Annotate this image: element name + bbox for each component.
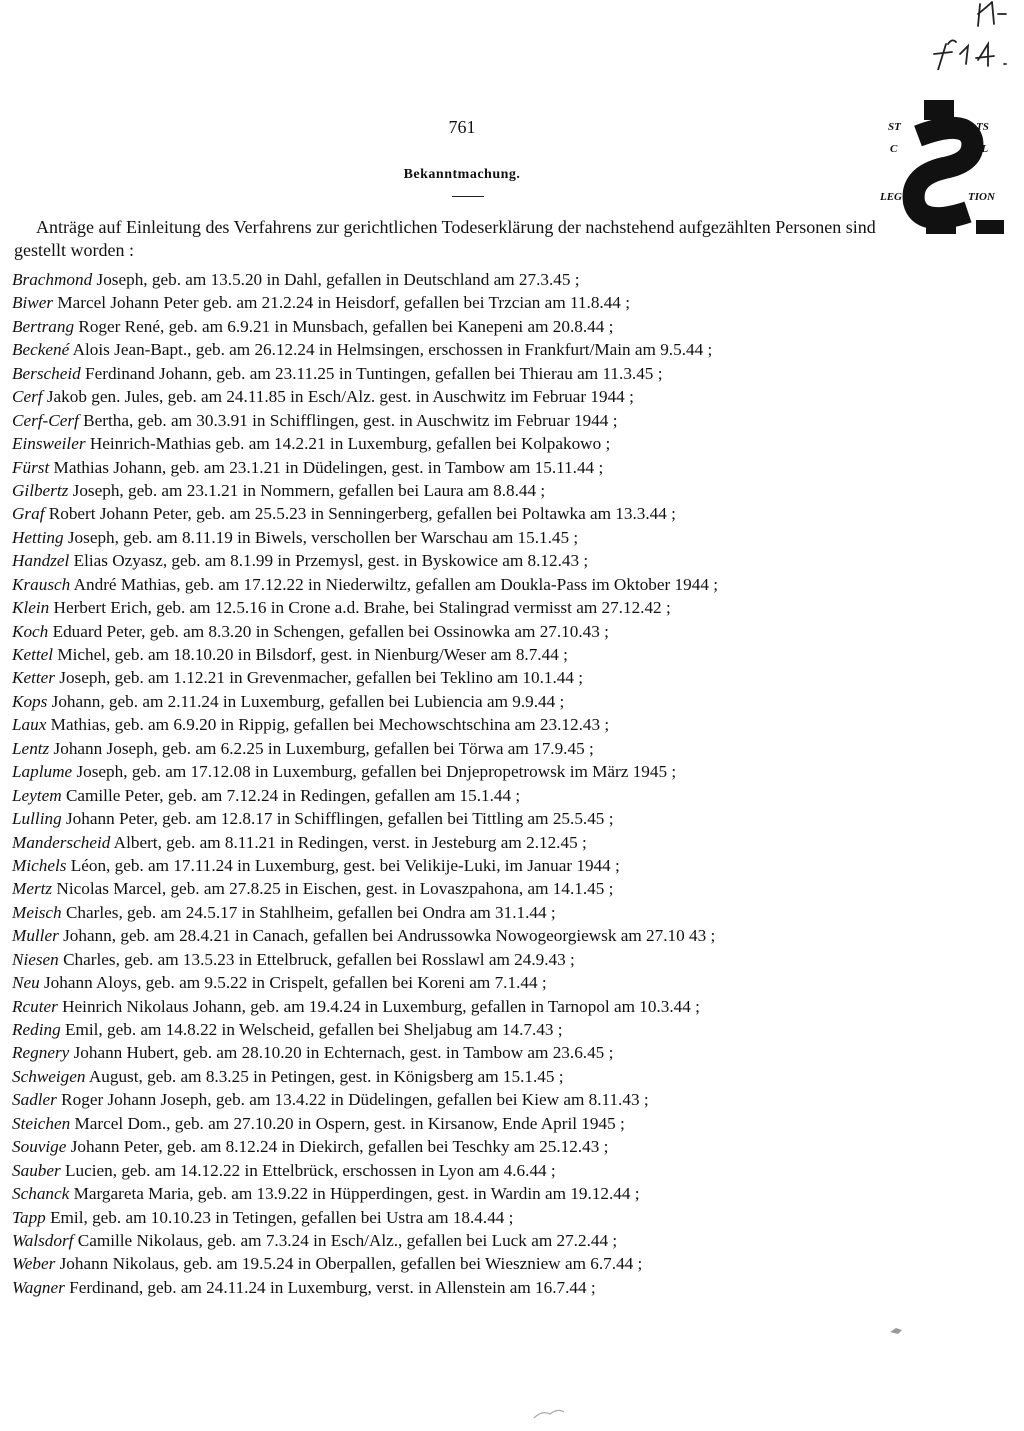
person-list [12, 268, 1012, 1299]
entry-surname: Lentz [12, 738, 50, 758]
entry-surname: Leytem [12, 785, 62, 805]
list-item [12, 971, 1012, 994]
entry-surname: Klein [12, 598, 50, 618]
entry-surname: Biwer [12, 293, 54, 313]
entry-details: André Mathias, geb. am 17.12.22 in Niederwiltz, gefallen am Doukla-Pass im Oktober 1944 ; [70, 574, 719, 594]
list-item [12, 1229, 1012, 1252]
svg-text:TS: TS [976, 121, 989, 133]
list-item [12, 807, 1012, 830]
entry-details: Lucien, geb. am 14.12.22 in Ettelbrück, erschossen in Lyon am 4.6.44 ; [60, 1160, 556, 1180]
entry-surname: Berscheid [12, 363, 81, 383]
title-divider [452, 196, 484, 197]
entry-surname: Gilbertz [12, 480, 69, 500]
entry-details: Ferdinand, geb. am 24.11.24 in Luxemburg, verst. in Allenstein am 16.7.44 ; [64, 1277, 596, 1297]
list-item [12, 620, 1012, 643]
entry-details: Emil, geb. am 14.8.22 in Welscheid, gefallen bei Sheljabug am 14.7.43 ; [60, 1020, 563, 1039]
list-item [12, 549, 1012, 572]
entry-surname: Niesen [12, 949, 59, 969]
entry-details: Heinrich Nikolaus Johann, geb. am 19.4.24 in Luxemburg, gefallen in Tarnopol am 10.3.44 ; [57, 996, 700, 1016]
entry-details: Ferdinand Johann, geb. am 23.11.25 in Tuntingen, gefallen bei Thierau am 11.3.45 ; [80, 363, 663, 383]
entry-details: Johann Hubert, geb. am 28.10.20 in Echternach, gest. in Tambow am 23.6.45 ; [69, 1043, 614, 1063]
list-item [12, 948, 1012, 971]
entry-details: Marcel Johann Peter geb. am 21.2.24 in Heisdorf, gefallen bei Trzcian am 11.8.44 ; [53, 293, 630, 313]
entry-details: Charles, geb. am 13.5.23 in Ettelbruck, gefallen bei Rosslawl am 24.9.43 ; [58, 949, 575, 969]
entry-details: Joseph, geb. am 17.12.08 in Luxemburg, gefallen bei Dnjepropetrowsk im März 1945 ; [72, 762, 677, 782]
entry-details: Camille Peter, geb. am 7.12.24 in Redingen, gefallen am 15.1.44 ; [61, 785, 521, 805]
list-item [12, 1206, 1012, 1229]
scan-speck [888, 1324, 906, 1336]
entry-details: August, geb. am 8.3.25 in Petingen, gest. in Königsberg am 15.1.45 ; [85, 1066, 564, 1086]
entry-details: Joseph, geb. am 13.5.20 in Dahl, gefallen in Deutschland am 27.3.45 ; [92, 270, 580, 289]
list-item [12, 291, 1012, 314]
entry-surname: Meisch [12, 902, 62, 922]
list-item [12, 760, 1012, 783]
list-item [12, 268, 1012, 291]
entry-details: Johann Aloys, geb. am 9.5.22 in Crispelt, gefallen bei Koreni am 7.1.44 ; [39, 973, 547, 993]
entry-surname: Regnery [12, 1043, 70, 1063]
list-item [12, 502, 1012, 525]
svg-text:TION: TION [968, 191, 995, 203]
entry-surname: Kettel [12, 645, 54, 664]
list-item [12, 1041, 1012, 1064]
entry-surname: Bertrang [12, 316, 75, 336]
list-item [12, 737, 1012, 760]
entry-surname: Laplume [12, 762, 73, 782]
entry-surname: Ketter [12, 668, 55, 688]
entry-surname: Tapp [12, 1207, 46, 1227]
entry-details: Nicolas Marcel, geb. am 27.8.25 in Eischen, gest. in Lovaszpahona, am 14.1.45 ; [52, 879, 614, 899]
list-item [12, 1252, 1012, 1275]
entry-surname: Handzel [12, 551, 70, 571]
entry-surname: Souvige [12, 1137, 67, 1157]
list-item [12, 1276, 1012, 1299]
entry-details: Camille Nikolaus, geb. am 7.3.24 in Esch/Alz., gefallen bei Luck am 27.2.44 ; [73, 1230, 618, 1250]
entry-surname: Mertz [12, 879, 53, 899]
entry-surname: Beckené [12, 340, 70, 360]
scan-smudge [532, 1406, 566, 1422]
entry-details: Herbert Erich, geb. am 12.5.16 in Crone a.d. Brahe, bei Stalingrad vermisst am 27.12.42 ; [49, 598, 671, 618]
entry-details: Marcel Dom., geb. am 27.10.20 in Ospern, gest. in Kirsanow, Ende April 1945 ; [70, 1113, 625, 1133]
entry-surname: Laux [12, 715, 47, 735]
list-item [12, 1159, 1012, 1182]
page-number: 761 [448, 117, 476, 137]
list-item [12, 1088, 1012, 1111]
entry-surname: Manderscheid [12, 832, 111, 852]
entry-surname: Einsweiler [12, 434, 86, 454]
list-item [12, 1182, 1012, 1205]
list-item [12, 596, 1012, 619]
list-item [12, 338, 1012, 361]
entry-details: Heinrich-Mathias geb. am 14.2.21 in Luxemburg, gefallen bei Kolpakowo ; [85, 434, 611, 454]
list-item [12, 995, 1012, 1018]
entry-details: Johann Joseph, geb. am 6.2.25 in Luxemburg, gefallen bei Törwa am 17.9.45 ; [49, 738, 594, 758]
entry-details: Robert Johann Peter, geb. am 25.5.23 in Senningerberg, gefallen bei Poltawka am 13.3.44 ; [44, 504, 676, 524]
entry-details: Joseph, geb. am 8.11.19 in Biwels, verschollen ber Warschau am 15.1.45 ; [63, 527, 579, 547]
entry-surname: Walsdorf [12, 1230, 74, 1250]
list-item [12, 315, 1012, 338]
entry-surname: Lulling [12, 809, 62, 829]
entry-details: Jakob gen. Jules, geb. am 24.11.85 in Esch/Alz. gest. in Auschwitz im Februar 1944 ; [42, 387, 634, 407]
svg-text:LEG: LEG [880, 191, 902, 203]
entry-surname: Rcuter [12, 996, 58, 1016]
entry-surname: Steichen [12, 1113, 71, 1133]
entry-details: Joseph, geb. am 23.1.21 in Nommern, gefallen bei Laura am 8.8.44 ; [68, 480, 546, 500]
list-item [12, 643, 1012, 666]
list-item [12, 385, 1012, 408]
entry-surname: Cerf [12, 387, 43, 407]
list-item [12, 456, 1012, 479]
entry-surname: Sadler [12, 1090, 57, 1110]
list-item [12, 409, 1012, 432]
svg-text:ST: ST [888, 121, 901, 133]
list-item [12, 526, 1012, 549]
document-title: Bekanntmachung. [403, 167, 521, 182]
list-item [12, 1135, 1012, 1158]
entry-surname: Cerf-Cerf [12, 410, 79, 430]
list-item [12, 432, 1012, 455]
entry-details: Mathias, geb. am 6.9.20 in Rippig, gefallen bei Mechowschtschina am 23.12.43 ; [46, 715, 610, 735]
list-item [12, 666, 1012, 689]
list-item [12, 784, 1012, 807]
entry-details: Elias Ozyasz, geb. am 8.1.99 in Przemysl, gest. in Byskowice am 8.12.43 ; [69, 551, 589, 571]
entry-surname: Fürst [12, 457, 50, 477]
list-item [12, 1065, 1012, 1088]
entry-details: Johann Peter, geb. am 12.8.17 in Schifflingen, gefallen bei Tittling am 25.5.45 ; [61, 809, 614, 829]
entry-surname: Schweigen [12, 1066, 86, 1086]
entry-details: Johann, geb. am 28.4.21 in Canach, gefallen bei Andrussowka Nowogeorgiewsk am 27.10 43 ; [58, 926, 716, 946]
entry-details: Emil, geb. am 10.10.23 in Tetingen, gefallen bei Ustra am 18.4.44 ; [45, 1207, 514, 1227]
entry-details: Margareta Maria, geb. am 13.9.22 in Hüpperdingen, gest. in Wardin am 19.12.44 ; [69, 1184, 640, 1204]
entry-details: Albert, geb. am 8.11.21 in Redingen, verst. in Jesteburg am 2.12.45 ; [110, 832, 587, 852]
entry-details: Mathias Johann, geb. am 23.1.21 in Düdelingen, gest. in Tambow am 15.11.44 ; [49, 457, 604, 477]
list-item [12, 877, 1012, 900]
list-item [12, 713, 1012, 736]
entry-surname: Wagner [12, 1277, 65, 1297]
entry-details: Bertha, geb. am 30.3.91 in Schifflingen, gest. in Auschwitz im Februar 1944 ; [78, 410, 618, 430]
entry-surname: Michels [12, 855, 67, 875]
svg-text:AL: AL [974, 143, 989, 155]
list-item [12, 901, 1012, 924]
entry-surname: Sauber [12, 1160, 61, 1180]
list-item [12, 362, 1012, 385]
entry-details: Michel, geb. am 18.10.20 in Bilsdorf, gest. in Nienburg/Weser am 8.7.44 ; [53, 645, 568, 664]
entry-surname: Reding [12, 1020, 61, 1039]
entry-details: Charles, geb. am 24.5.17 in Stahlheim, gefallen bei Ondra am 31.1.44 ; [61, 902, 556, 922]
entry-surname: Muller [12, 926, 59, 946]
list-item [12, 573, 1012, 596]
entry-surname: Graf [12, 504, 45, 524]
handwritten-note-mark [908, 0, 1018, 70]
entry-surname: Krausch [12, 574, 71, 594]
entry-surname: Schanck [12, 1184, 70, 1204]
intro-paragraph: Anträge auf Einleitung des Verfahrens zur gerichtlichen Todeserklärung der nachstehend aufgezählten Personen sind gestellt worden : [14, 217, 876, 260]
entry-details: Roger Johann Joseph, geb. am 13.4.22 in Düdelingen, gefallen bei Kiew am 8.11.43 ; [56, 1090, 649, 1110]
list-item [12, 690, 1012, 713]
entry-details: Eduard Peter, geb. am 8.3.20 in Schengen, gefallen bei Ossinowka am 27.10.43 ; [48, 621, 609, 641]
list-item [12, 479, 1012, 502]
entry-details: Alois Jean-Bapt., geb. am 26.12.24 in Helmsingen, erschossen in Frankfurt/Main am 9.5.44 ; [69, 340, 713, 360]
entry-surname: Kops [12, 691, 48, 711]
list-item [12, 1112, 1012, 1135]
entry-surname: Brachmond [12, 270, 93, 289]
list-item [12, 854, 1012, 877]
entry-details: Johann Nikolaus, geb. am 19.5.24 in Oberpallen, gefallen bei Wieszniew am 6.7.44 ; [55, 1254, 643, 1274]
entry-details: Roger René, geb. am 6.9.21 in Munsbach, gefallen bei Kanepeni am 20.8.44 ; [74, 316, 614, 336]
entry-surname: Neu [12, 973, 40, 993]
list-item [12, 924, 1012, 947]
entry-surname: Koch [12, 621, 49, 641]
entry-surname: Hetting [12, 527, 64, 547]
entry-details: Joseph, geb. am 1.12.21 in Grevenmacher, gefallen bei Teklino am 10.1.44 ; [54, 668, 584, 688]
entry-surname: Weber [12, 1254, 56, 1274]
entry-details: Léon, geb. am 17.11.24 in Luxemburg, gest. bei Velikije-Luki, im Januar 1944 ; [66, 855, 620, 875]
svg-text:C: C [890, 143, 898, 155]
list-item [12, 831, 1012, 854]
list-item [12, 1018, 1012, 1041]
entry-details: Johann, geb. am 2.11.24 in Luxemburg, gefallen bei Lubiencia am 9.9.44 ; [47, 691, 565, 711]
entry-details: Johann Peter, geb. am 8.12.24 in Diekirch, gefallen bei Teschky am 25.12.43 ; [66, 1137, 609, 1157]
